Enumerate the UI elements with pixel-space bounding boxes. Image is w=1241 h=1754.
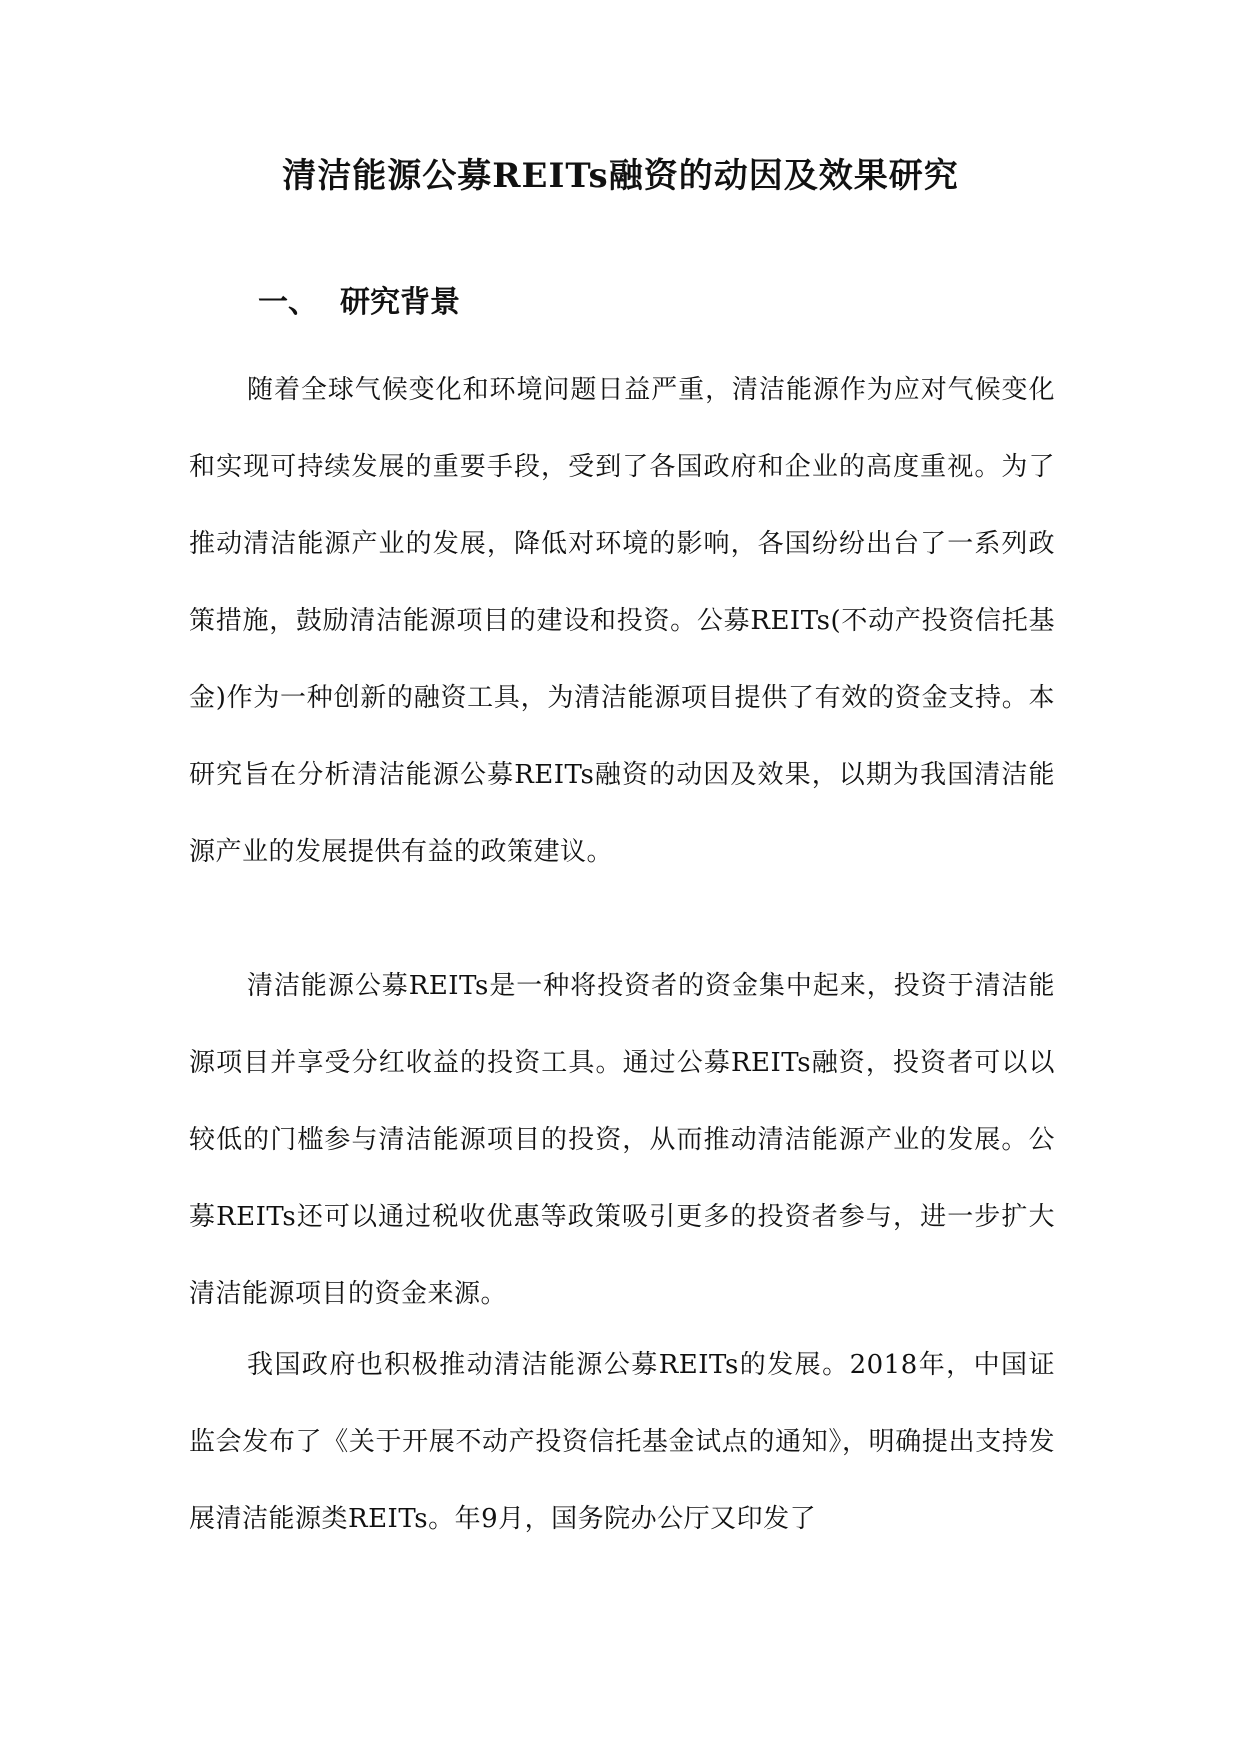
document-title: 清洁能源公募REITs融资的动因及效果研究 (282, 156, 959, 196)
section-title: 研究背景 (340, 285, 460, 320)
paragraph: 我国政府也积极推动清洁能源公募REITs的发展。2018年，中国证监会发布了《关于开展不动产投资信托基金试点的通知》，明确提出支持发展清洁能源类REITs。年9月，国务院办公厅又印发了 (189, 1350, 1055, 1534)
paragraph: 随着全球气候变化和环境问题日益严重，清洁能源作为应对气候变化和实现可持续发展的重要手段，受到了各国政府和企业的高度重视。为了推动清洁能源产业的发展，降低对环境的影响，各国纷纷出台了一系列政策措施，鼓励清洁能源项目的建设和投资。公募REITs(不动产投资信托基金)作为一种创新的融资工具，为清洁能源项目提供了有效的资金支持。本研究旨在分析清洁能源公募REITs融资的动因及效果，以期为我国清洁能源产业的发展提供有益的政策建议。 (189, 375, 1055, 867)
section-heading (258, 278, 460, 328)
section-number: 一、 (258, 285, 318, 320)
paragraph: 清洁能源公募REITs是一种将投资者的资金集中起来，投资于清洁能源项目并享受分红收益的投资工具。通过公募REITs融资，投资者可以以较低的门槛参与清洁能源项目的投资，从而推动清洁能源产业的发展。公募REITs还可以通过税收优惠等政策吸引更多的投资者参与，进一步扩大清洁能源项目的资金来源。 (189, 971, 1055, 1309)
